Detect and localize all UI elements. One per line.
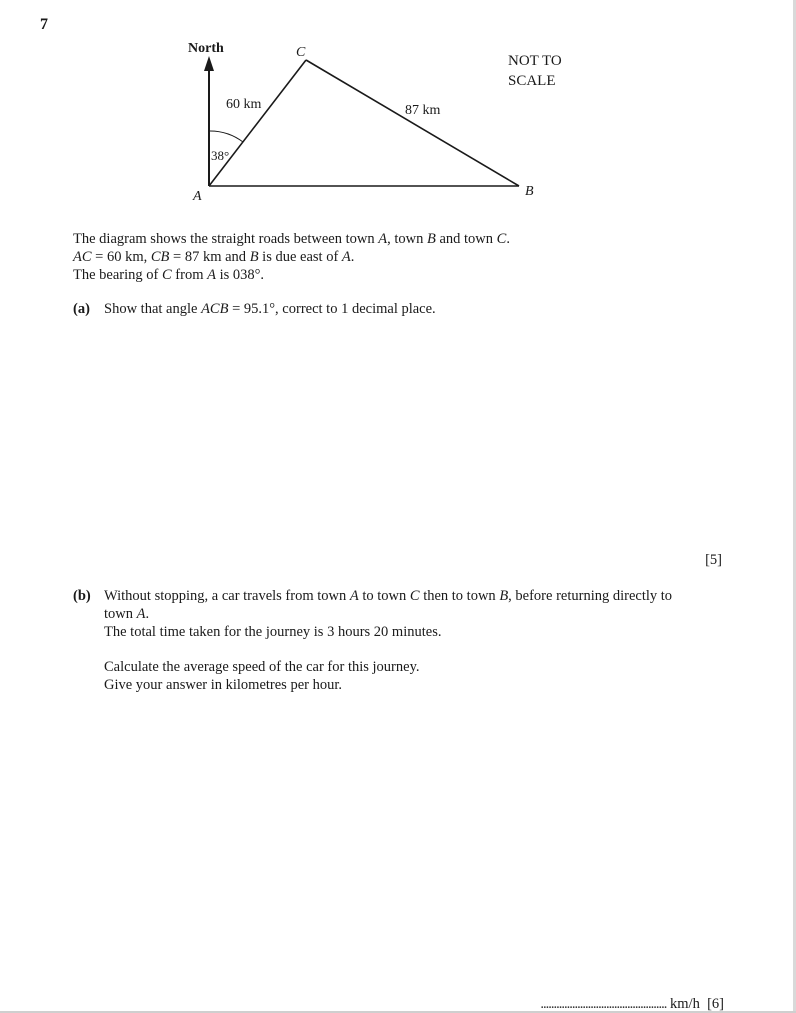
point-c-label: C bbox=[296, 45, 306, 60]
intro-line-2: AC = 60 km, CB = 87 km and B is due east of A. bbox=[73, 249, 355, 265]
point-a-label: A bbox=[193, 189, 202, 204]
angle-label: 38° bbox=[211, 148, 230, 163]
not-to-scale-line2: SCALE bbox=[508, 73, 556, 89]
answer-unit: km/h bbox=[670, 996, 700, 1012]
north-arrowhead bbox=[204, 56, 214, 71]
part-a-label: (a) bbox=[73, 301, 90, 317]
cb-length-label: 87 km bbox=[405, 103, 441, 118]
part-b-line-1: (b) Without stopping, a car travels from town A to town C then to town B, before returning directly to bbox=[73, 588, 673, 604]
part-a-marks: [5] bbox=[705, 552, 722, 568]
question-number: 7 bbox=[40, 16, 48, 33]
part-a-question: (a) Show that angle ACB = 95.1°, correct to 1 decimal place. bbox=[73, 301, 436, 317]
part-b-answer-line bbox=[540, 996, 724, 1013]
intro-line-3: The bearing of C from A is 038°. bbox=[73, 267, 265, 283]
triangle-diagram bbox=[0, 0, 796, 215]
north-label: North bbox=[188, 41, 224, 56]
side-cb bbox=[306, 60, 519, 186]
part-b-label: (b) bbox=[73, 588, 91, 604]
ac-length-label: 60 km bbox=[226, 97, 262, 112]
point-b-label: B bbox=[525, 184, 534, 199]
part-b-line-2: town A. bbox=[104, 606, 150, 622]
intro-line-1: The diagram shows the straight roads between town A, town B and town C. bbox=[73, 231, 510, 247]
angle-arc bbox=[209, 131, 243, 142]
not-to-scale-line1: NOT TO bbox=[508, 53, 562, 69]
side-ac bbox=[209, 60, 306, 186]
part-b-line-4: Calculate the average speed of the car for this journey. bbox=[104, 659, 420, 675]
not-to-scale-note bbox=[508, 51, 562, 91]
part-b-line-3: The total time taken for the journey is 3 hours 20 minutes. bbox=[104, 624, 442, 640]
part-b-line-5: Give your answer in kilometres per hour. bbox=[104, 677, 342, 693]
part-b-marks: [6] bbox=[707, 996, 724, 1012]
answer-dots: ................................................ bbox=[540, 996, 667, 1012]
